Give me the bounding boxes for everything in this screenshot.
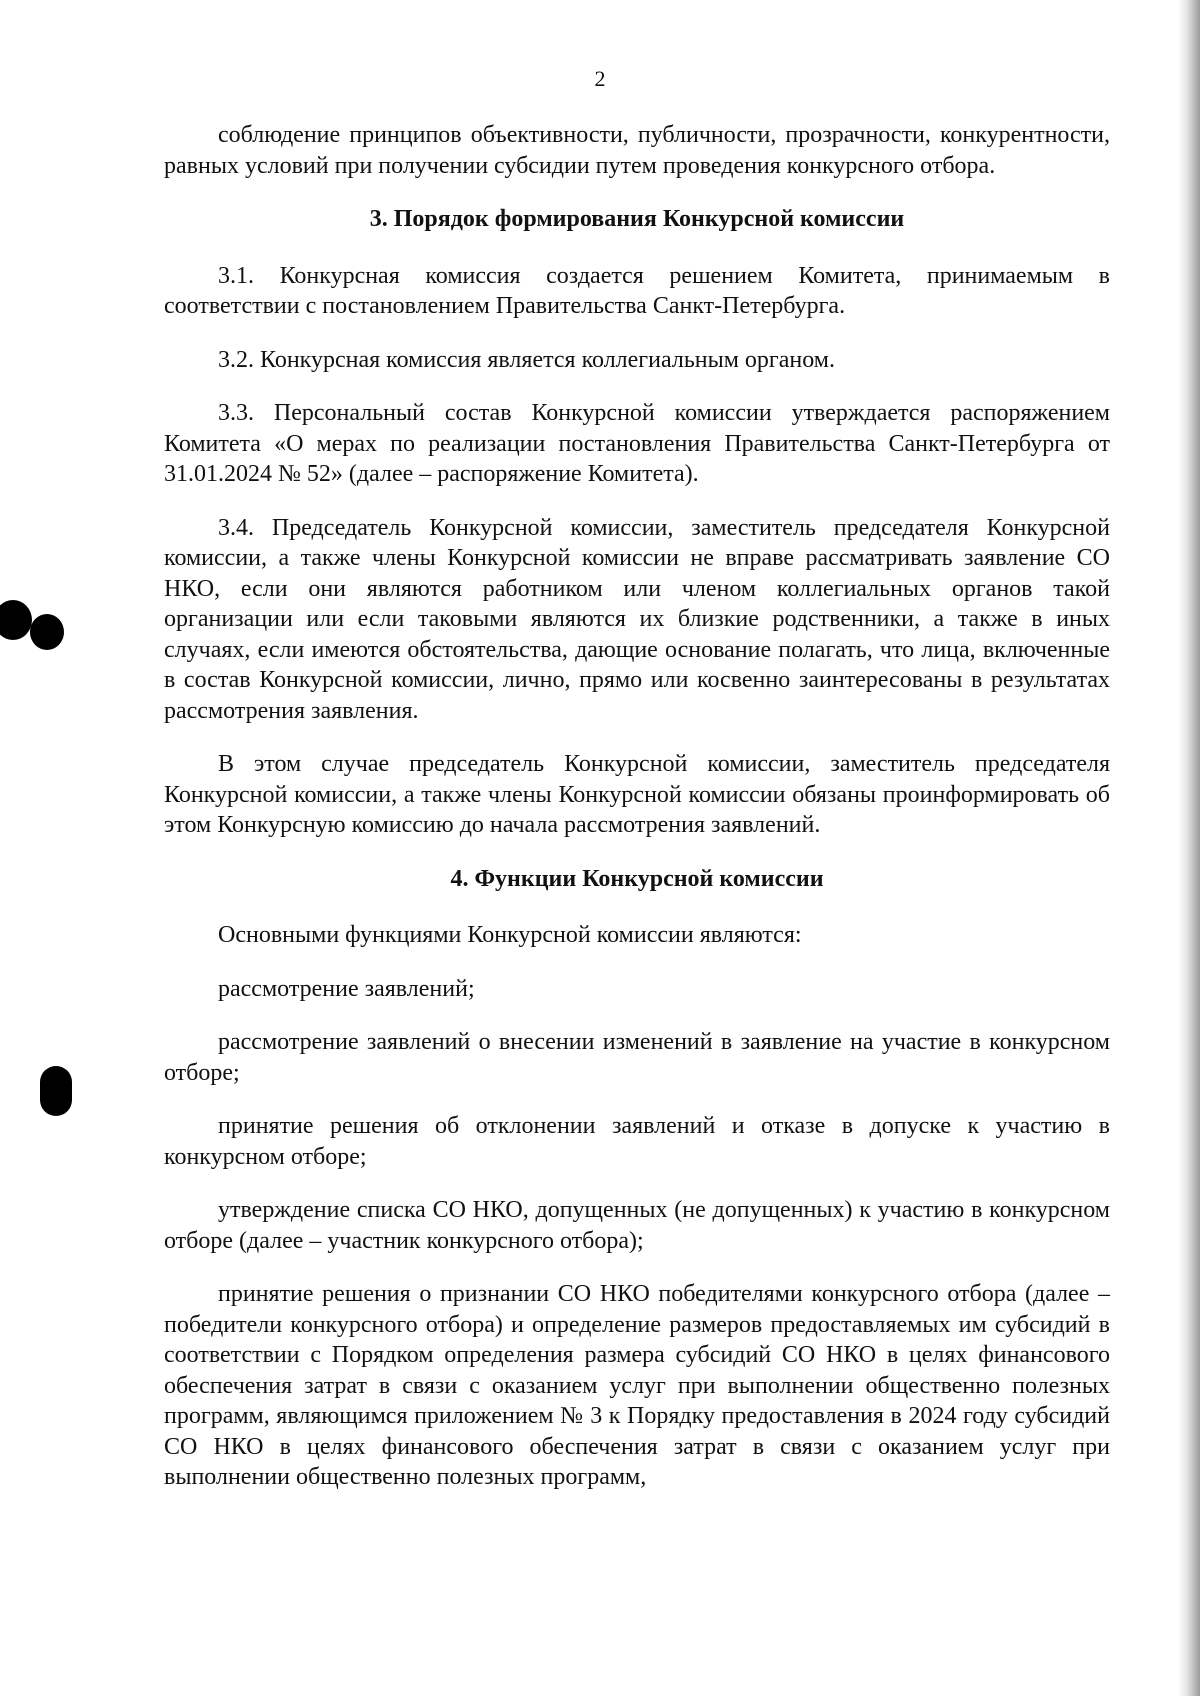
function-item-2: рассмотрение заявлений о внесении изменений в заявление на участие в конкурсном отборе; — [164, 1029, 1110, 1086]
paragraph-3-3: 3.3. Персональный состав Конкурсной комиссии утверждается распоряжением Комитета «О мерах по реализации постановления Правительства Санкт-Петербурга от 31.01.2024 № 52» (далее – распоряжение Комитета). — [164, 400, 1110, 487]
function-item-4: утверждение списка СО НКО, допущенных (не допущенных) к участию в конкурсном отборе (далее – участник конкурсного отбора); — [164, 1197, 1110, 1254]
function-item-3: принятие решения об отклонении заявлений и отказе в допуске к участию в конкурсном отборе; — [164, 1113, 1110, 1170]
punch-hole-mark — [30, 614, 64, 650]
punch-hole-mark — [0, 600, 32, 640]
paragraph-3-1: 3.1. Конкурсная комиссия создается решением Комитета, принимаемым в соответствии с постановлением Правительства Санкт-Петербурга. — [164, 262, 1110, 319]
paragraph-4-intro: Основными функциями Конкурсной комиссии являются: — [218, 922, 802, 948]
document-body — [164, 120, 1110, 1516]
paragraph-intro: соблюдение принципов объективности, публичности, прозрачности, конкурентности, равных условий при получении субсидии путем проведения конкурсного отбора. — [164, 122, 1110, 179]
section-3-heading: 3. Порядок формирования Конкурсной комиссии — [369, 206, 905, 232]
paragraph-3-4-continued: В этом случае председатель Конкурсной комиссии, заместитель председателя Конкурсной комиссии, а также члены Конкурсной комиссии обязаны проинформировать об этом Конкурсную комиссию до начала рассмотрения заявлений. — [164, 751, 1110, 838]
page-number: 2 — [594, 66, 606, 91]
scan-edge-shadow — [1178, 0, 1200, 1696]
paragraph-3-2: 3.2. Конкурсная комиссия является коллегиальным органом. — [218, 346, 835, 373]
paragraph-3-4: 3.4. Председатель Конкурсной комиссии, заместитель председателя Конкурсной комиссии, а также члены Конкурсной комиссии не вправе рассматривать заявление СО НКО, если они являются работником или членом коллегиальных органов такой организации или если таковыми являются их близкие родственники, а также в иных случаях, если имеются обстоятельства, дающие основание полагать, что лица, включенные в состав Конкурсной комиссии, лично, прямо или косвенно заинтересованы в результатах рассмотрения заявления. — [164, 514, 1110, 724]
section-4-heading: 4. Функции Конкурсной комиссии — [450, 865, 824, 892]
function-item-5: принятие решения о признании СО НКО победителями конкурсного отбора (далее – победители конкурсного отбора) и определение размеров предоставляемых им субсидий в соответствии с Порядком определения размера субсидий СО НКО в целях финансового обеспечения затрат в связи с оказанием услуг при выполнении общественно полезных программ, являющимся приложением № 3 к Порядку предоставления в 2024 году субсидий СО НКО в целях финансового обеспечения затрат в связи с оказанием услуг при выполнении общественно полезных программ, — [164, 1281, 1110, 1490]
punch-hole-mark — [40, 1066, 72, 1116]
function-item-1: рассмотрение заявлений; — [218, 975, 475, 1002]
